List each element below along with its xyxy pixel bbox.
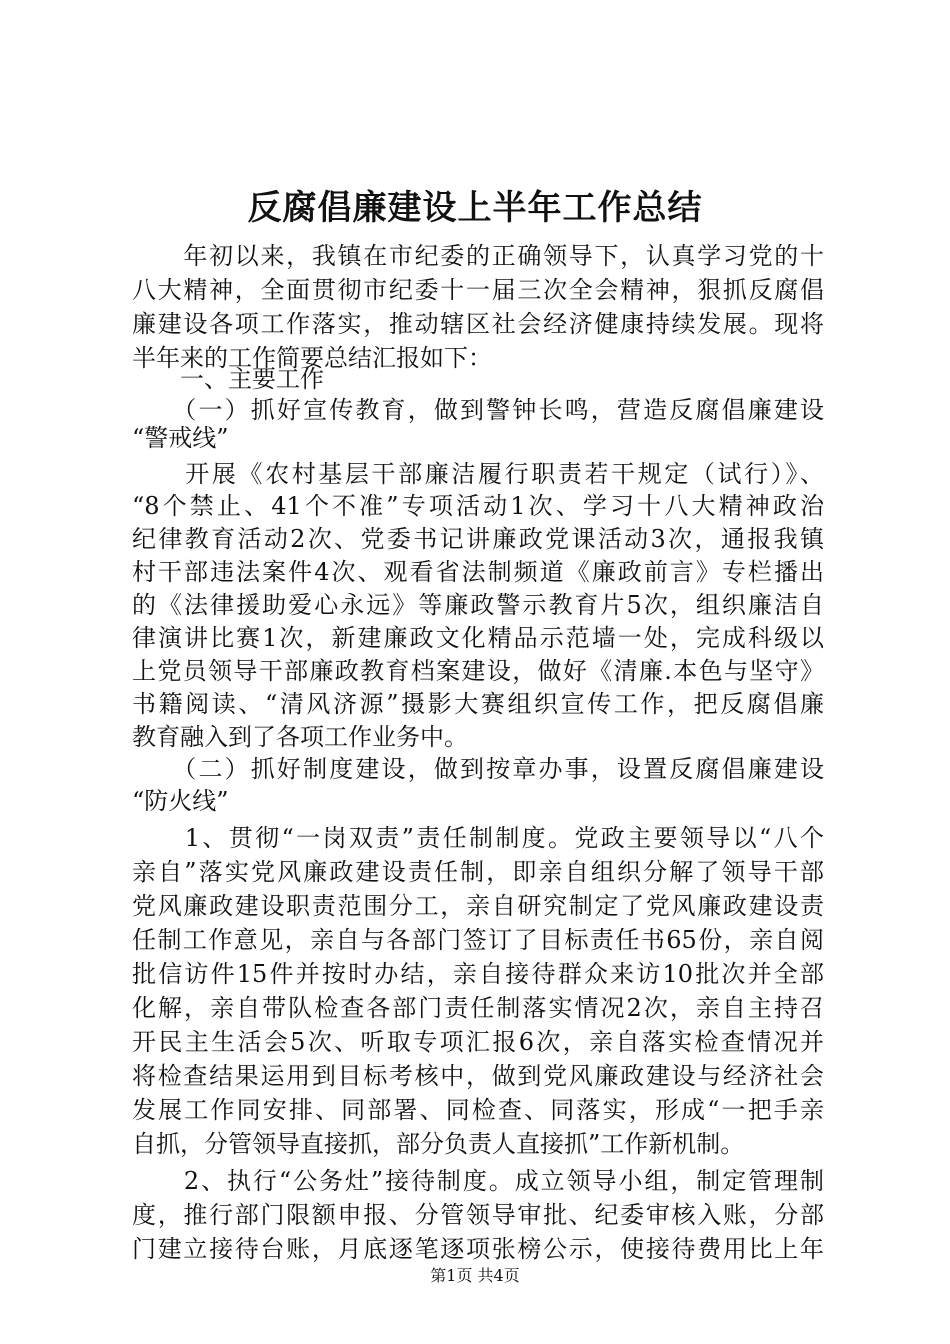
- subsection-heading: “警戒线”: [132, 424, 229, 452]
- body-line: 2、执行“公务灶”接待制度。成立领导小组，制定管理制: [132, 1167, 824, 1195]
- body-line: 廉建设各项工作落实，推动辖区社会经济健康持续发展。现将: [132, 310, 824, 338]
- subsection-heading: （二）抓好制度建设，做到按章办事，设置反腐倡廉建设: [132, 755, 824, 783]
- body-line: 发展工作同安排、同部署、同检查、同落实，形成“一把手亲: [132, 1096, 824, 1124]
- subsection-heading: “防火线”: [132, 787, 229, 815]
- body-line: 化解，亲自带队检查各部门责任制落实情况2次，亲自主持召: [132, 994, 824, 1022]
- body-line: 自抓，分管领导直接抓，部分负责人直接抓”工作新机制。: [132, 1130, 745, 1158]
- body-line: 任制工作意见，亲自与各部门签订了目标责任书65份，亲自阅: [132, 926, 824, 954]
- body-line: 亲自”落实党风廉政建设责任制，即亲自组织分解了领导干部: [132, 858, 824, 886]
- body-line: 律演讲比赛1次，新建廉政文化精品示范墙一处，完成科级以: [132, 624, 824, 652]
- body-line: 党风廉政建设职责范围分工，亲自研究制定了党风廉政建设责: [132, 892, 824, 920]
- section-heading: 一、主要工作: [132, 365, 324, 393]
- body-line: 上党员领导干部廉政教育档案建设，做好《清廉.本色与坚守》: [132, 657, 824, 685]
- subsection-heading: （一）抓好宣传教育，做到警钟长鸣，营造反腐倡廉建设: [132, 396, 824, 424]
- body-line: “8个禁止、41个不准”专项活动1次、学习十八大精神政治: [132, 492, 824, 520]
- body-line: 年初以来，我镇在市纪委的正确领导下，认真学习党的十: [132, 242, 824, 270]
- body-line: 门建立接待台账，月底逐笔逐项张榜公示，使接待费用比上年: [132, 1235, 824, 1263]
- body-line: 度，推行部门限额申报、分管领导审批、纪委审核入账，分部: [132, 1201, 824, 1229]
- page-number: 第1页 共4页: [430, 1266, 520, 1285]
- body-line: 教育融入到了各项工作业务中。: [132, 723, 468, 751]
- body-line: 开民主生活会5次、听取专项汇报6次，亲自落实检查情况并: [132, 1028, 824, 1056]
- body-line: 的《法律援助爱心永远》等廉政警示教育片5次，组织廉洁自: [132, 591, 824, 619]
- body-line: 将检查结果运用到目标考核中，做到党风廉政建设与经济社会: [132, 1062, 824, 1090]
- body-line: 半年来的工作简要总结汇报如下：: [132, 344, 492, 372]
- body-line: 1、贯彻“一岗双责”责任制制度。党政主要领导以“八个: [132, 824, 824, 852]
- body-line: 村干部违法案件4次、观看省法制频道《廉政前言》专栏播出: [132, 558, 824, 586]
- body-line: 纪律教育活动2次、党委书记讲廉政党课活动3次，通报我镇: [132, 525, 824, 553]
- body-line: 八大精神，全面贯彻市纪委十一届三次全会精神，狠抓反腐倡: [132, 276, 824, 304]
- document-title: 反腐倡廉建设上半年工作总结: [247, 188, 703, 228]
- body-line: 开展《农村基层干部廉洁履行职责若干规定（试行）》、: [132, 460, 824, 488]
- body-line: 书籍阅读、“清风济源”摄影大赛组织宣传工作，把反腐倡廉: [132, 690, 824, 718]
- body-line: 批信访件15件并按时办结，亲自接待群众来访10批次并全部: [132, 960, 824, 988]
